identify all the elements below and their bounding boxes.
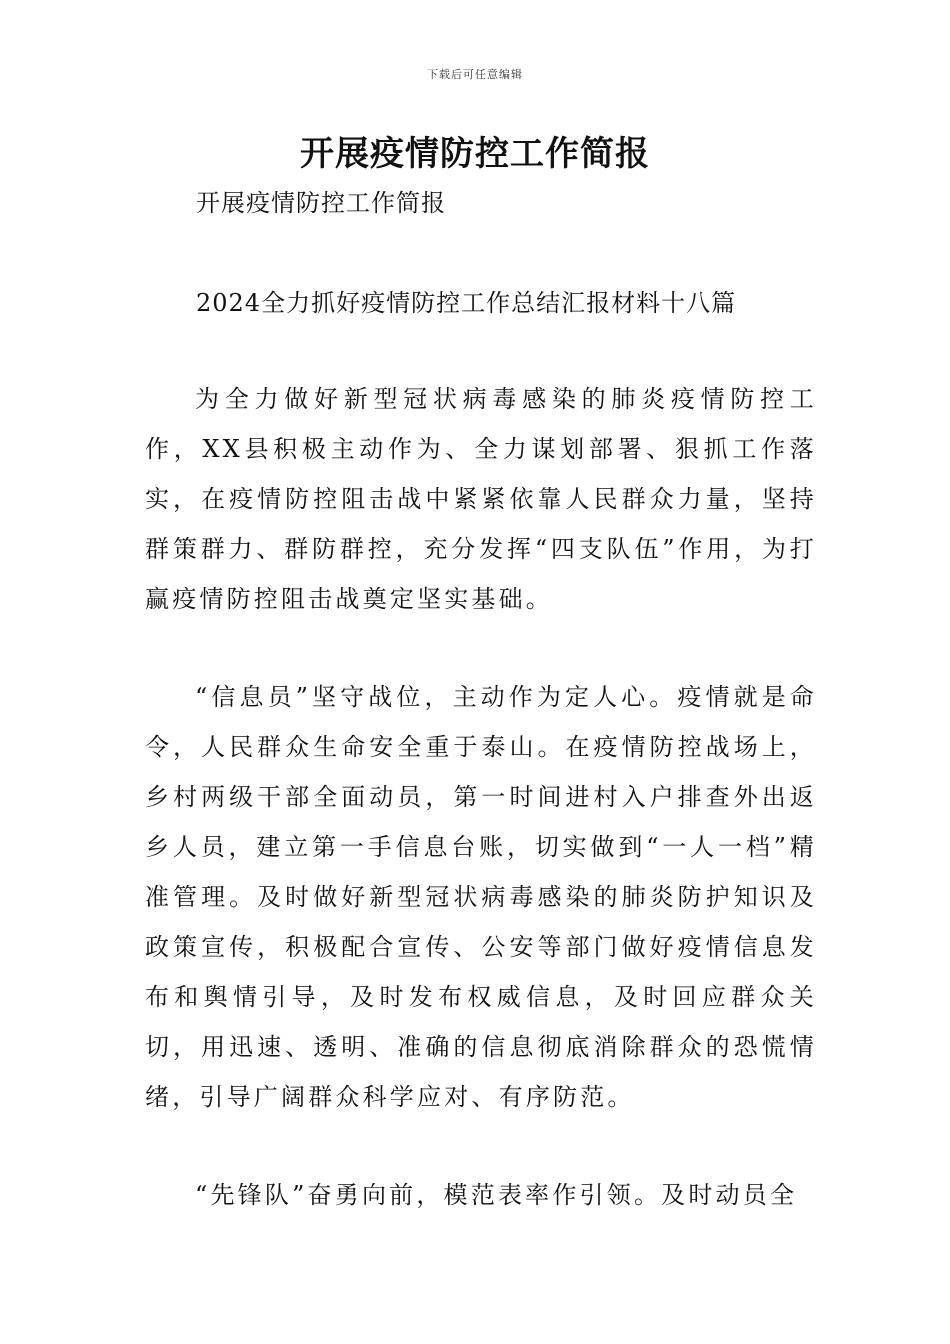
collection-title-line: 2024全力抓好疫情防控工作总结汇报材料十八篇: [196, 289, 737, 317]
paragraph-informants: “信息员”坚守战位，主动作为定人心。疫情就是命令，人民群众生命安全重于泰山。在疫情防控战场上，乡村两级干部全面动员，第一时间进村入户排查外出返乡人员，建立第一手信息台账，切实做到“一人一档”精准管理。及时做好新型冠状病毒感染的肺炎防护知识及政策宣传，积极配合宣传、公安等部门做好疫情信息发布和舆情引导，及时发布权威信息，及时回应群众关切，用迅速、透明、准确的信息彻底消除群众的恐慌情绪，引导广阔群众科学应对、有序防范。: [145, 683, 817, 1111]
document-subtitle: 开展疫情防控工作简报: [196, 189, 446, 217]
paragraph-vanguard: “先锋队”奋勇向前，模范表率作引领。及时动员全: [195, 1181, 798, 1209]
document-title: 开展疫情防控工作简报: [300, 134, 650, 174]
paragraph-intro: 为全力做好新型冠状病毒感染的肺炎疫情防控工作，XX县积极主动作为、全力谋划部署、狠抓工作落实，在疫情防控阻击战中紧紧依靠人民群众力量，坚持群策群力、群防群控，充分发挥“四支队伍”作用，为打赢疫情防控阻击战奠定坚实基础。: [145, 385, 817, 613]
header-note: 下载后可任意编辑: [427, 68, 523, 81]
